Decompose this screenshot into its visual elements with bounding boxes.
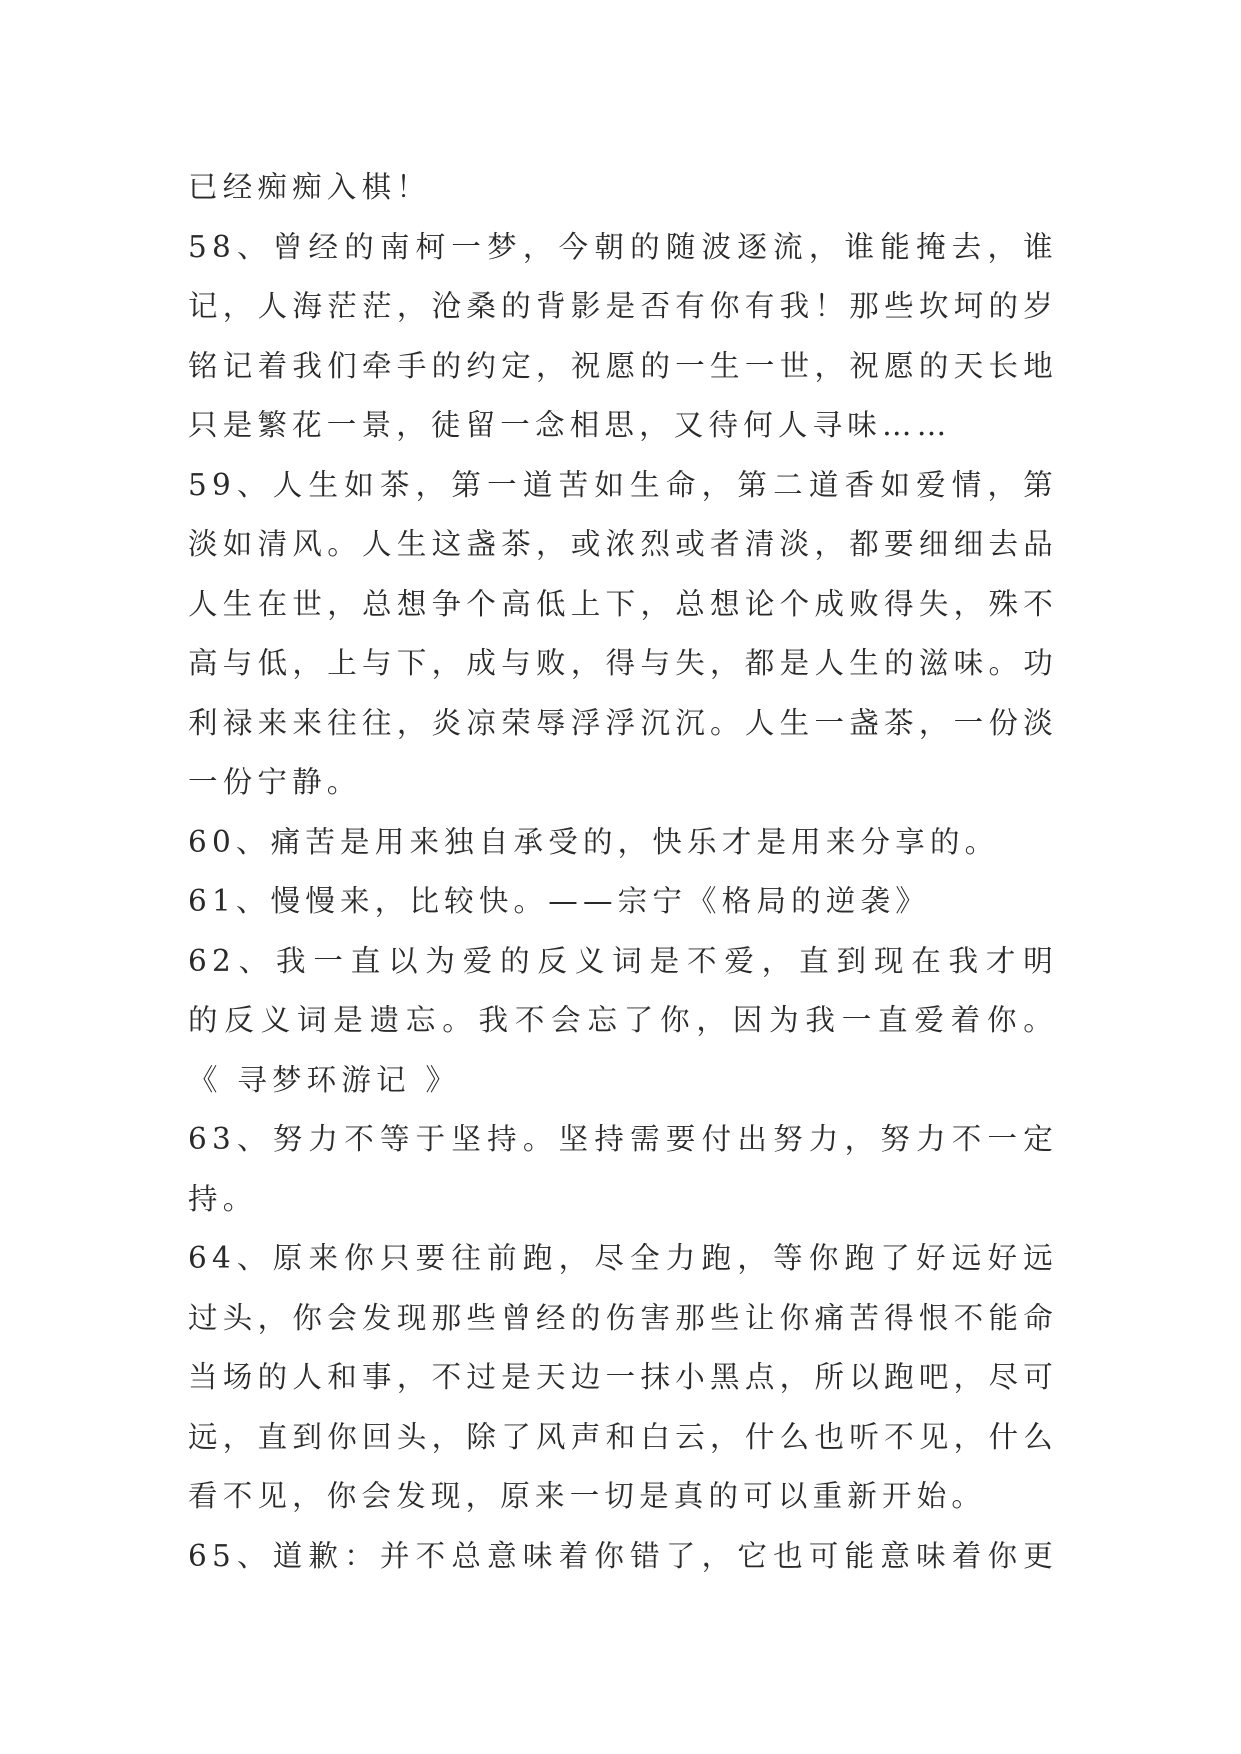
text-line: 一份宁静。 — [188, 765, 362, 799]
text-line: 的反义词是遗忘。我不会忘了你，因为我一直爱着你。 — [188, 1003, 1058, 1037]
text-line: 远，直到你回头，除了风声和白云，什么也听不见，什么 — [188, 1419, 1058, 1454]
text-line: 过头，你会发现那些曾经的伤害那些让你痛苦得恨不能命 — [188, 1300, 1058, 1335]
text-line: 64、原来你只要往前跑，尽全力跑，等你跑了好远好远 — [188, 1241, 1058, 1275]
text-line: 61、慢慢来，比较快。——宗宁《格局的逆袭》 — [188, 884, 930, 918]
text-line: 人生在世，总想争个高低上下，总想论个成败得失，殊不 — [188, 586, 1058, 621]
text-line: 58、曾经的南柯一梦，今朝的随波逐流，谁能掩去，谁 — [188, 229, 1058, 264]
text-line: 63、努力不等于坚持。坚持需要付出努力，努力不一定 — [188, 1122, 1058, 1156]
text-line: 《 寻梦环游记 》 — [188, 1062, 461, 1097]
text-line: 利禄来来往往，炎凉荣辱浮浮沉沉。人生一盏茶，一份淡 — [188, 705, 1058, 740]
text-line: 持。 — [188, 1181, 258, 1216]
text-line: 62、我一直以为爱的反义词是不爱，直到现在我才明 — [188, 943, 1058, 978]
text-line: 高与低，上与下，成与败，得与失，都是人生的滋味。功 — [188, 646, 1058, 680]
text-line: 60、痛苦是用来独自承受的，快乐才是用来分享的。 — [188, 824, 1000, 859]
text-line: 淡如清风。人生这盏茶，或浓烈或者清淡，都要细细去品 — [188, 527, 1058, 561]
document-body — [188, 158, 1058, 1586]
text-line: 记，人海茫茫，沧桑的背影是否有你有我！那些坎坷的岁 — [188, 289, 1058, 323]
text-line: 看不见，你会发现，原来一切是真的可以重新开始。 — [188, 1479, 987, 1513]
text-line: 59、人生如茶，第一道苦如生命，第二道香如爱情，第 — [188, 467, 1058, 502]
text-line: 当场的人和事，不过是天边一抹小黑点，所以跑吧，尽可 — [188, 1360, 1058, 1394]
text-line: 65、道歉：并不总意味着你错了，它也可能意味着你更 — [188, 1538, 1058, 1573]
text-line: 只是繁花一景，徒留一念相思，又待何人寻味…… — [188, 408, 952, 442]
text-line: 铭记着我们牵手的约定，祝愿的一生一世，祝愿的天长地 — [188, 348, 1058, 383]
text-line: 已经痴痴入棋！ — [188, 170, 431, 204]
